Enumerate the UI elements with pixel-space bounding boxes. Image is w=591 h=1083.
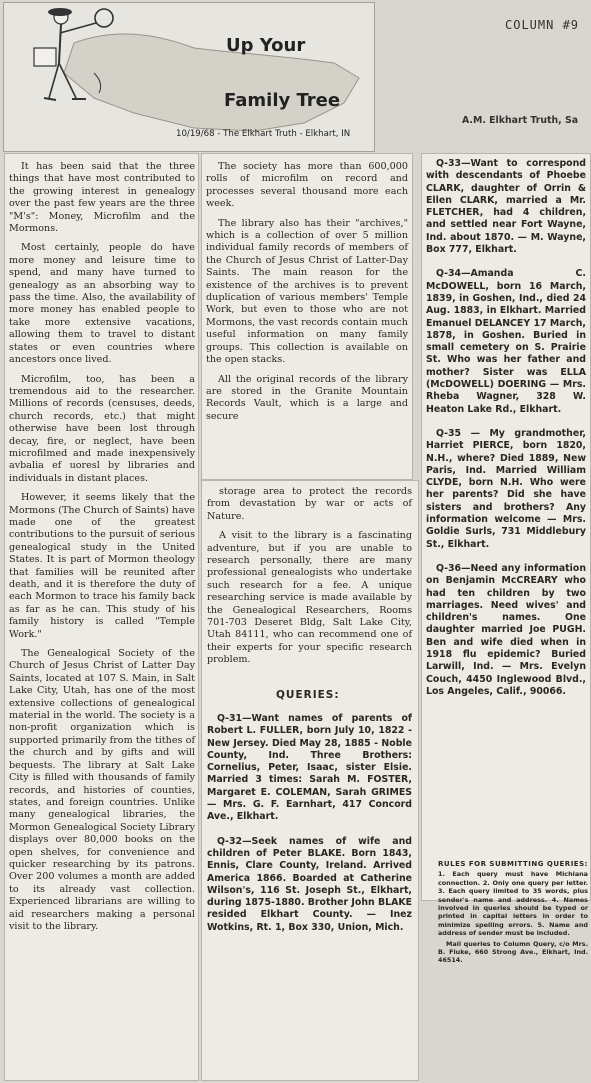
- column-3-queries: [426, 158, 586, 710]
- paragraph: A visit to the library is a fascinating adventure, but if you are unable to research personally, there are many professional genealogists who undertake such research for a fee. A unique researching service is made available by the Genealogical Researchers, Rooms 701-703 Deseret Bldg, Salt Lake City, Utah 84111, who can recommend one of their experts for your specific research problem.: [207, 530, 412, 666]
- query-item: Q-31—Want names of parents of Robert L. FULLER, born July 10, 1822 - New Jersey. Died May 28, 1885 - Noble County, Ind. Three Brothers: Cornelius, Peter, Isaac, sister Elsie. Married 3 times: Sarah M. FOSTER, Margaret E. COLEMAN, Sarah GRIMES — Mrs. G. F. Earnhart, 417 Concord Ave., Elkhart.: [207, 713, 412, 823]
- column-1: [9, 161, 195, 940]
- title-line-1: Up Your: [226, 35, 306, 56]
- query-item: Q-32—Seek names of wife and children of Peter BLAKE. Born 1843, Ennis, Clare County, Ireland. Arrived America 1866. Boarded at Catherine Wilson's, 116 St. Joseph St., Elkhart, during 1875-1880. Brother John BLAKE resided Elkhart County. — Inez Wotkins, Rt. 1, Box 330, Union, Mich.: [207, 835, 412, 933]
- query-item: Q-34—Amanda C. McDOWELL, born 16 March, 1839, in Goshen, Ind., died 24 Aug. 1883, in Elkhart. Married Emanuel DELANCEY 17 March, 1878, in Goshen. Buried in small cemetery on S. Prairie St. Who was her father and mother? Sister was ELLA (McDOWELL) DOERING — Mrs. Rheba Wagner, 328 W. Heaton Lake Rd., Elkhart.: [426, 268, 586, 415]
- query-item: Q-35 — My grandmother, Harriet PIERCE, born 1820, N.H., where? Died 1889, New Paris, Ind. Married William CLYDE, born N.H. Who were her parents? Did she have sisters and brothers? Any information welcome — Mrs. Goldie Surls, 731 Middlebury St., Elkhart.: [426, 427, 586, 550]
- query-item: Q-36—Need any information on Benjamin McCREARY who had ten children by two marriages. Need wives' and children's names. One daughter married Joe PUGH. Ben and wife died when in 1918 flu epidemic? Buried Larwill, Ind. — Mrs. Evelyn Couch, 4450 Inglewood Blvd., Los Angeles, Calif., 90066.: [426, 562, 586, 697]
- column-2-queries: [207, 713, 412, 946]
- dateline: 10/19/68 - The Elkhart Truth - Elkhart, IN: [176, 129, 351, 139]
- queries-heading: QUERIES:: [276, 689, 340, 701]
- paragraph: It has been said that the three things that have most contributed to the growing interest in genealogy over the past few years are the three "M's": Money, Microfilm and the Mormons.: [9, 161, 195, 235]
- paragraph: All the original records of the library are stored in the Granite Mountain Records Vault, which is a large and secure: [206, 373, 408, 422]
- column-header: [3, 2, 375, 152]
- submission-rules: [438, 860, 588, 965]
- rules-title: RULES FOR SUBMITTING QUERIES:: [438, 860, 588, 868]
- paragraph: However, it seems likely that the Mormons (The Church of Saints) have made one of the greatest contributions to the pursuit of serious genealogical study in the United States. It is part of Mormon theology that families will be reunited after death, and it is therefore the duty of each Mormon to trace his family back as far as he can. This study of his family history is called "Temple Work.": [9, 492, 195, 640]
- paragraph: The society has more than 600,000 rolls of microfilm on record and processes several thousand more each week.: [206, 161, 408, 210]
- paragraph: The Genealogical Society of the Church of Jesus Christ of Latter Day Saints, located at 107 S. Main, in Salt Lake City, Utah, has one of the most extensive collections of genealogical material in the world. The society is a non-profit organization which is supported primarily from the tithes of the church and by gifts and will bequests. The library at Salt Lake City is filled with thousands of family records, and histories of counties, states, and foreign countries. Unlike many genealogical libraries, the Mormon Genealogical Society Library displays over 80,000 books on the open shelves, for convenience and quicker researching by its patrons. Over 200 volumes a month are added to its already vast collection. Experienced librarians are willing to aid researchers making a personal visit to the library.: [9, 648, 195, 932]
- title-line-2: Family Tree: [224, 90, 341, 111]
- rules-mail: Mail queries to Column Query, c/o Mrs. B. Fluke, 660 Strong Ave., Elkhart, Ind. 46514.: [438, 939, 588, 965]
- rules-body: 1. Each query must have Michiana connection. 2. Only one query per letter. 3. Each query limited to 35 words, plus sender's name and address. 4. Names involved in queries should be typed or printed in capital letters in order to minimize spelling errors. 5. Name and address of sender must be included.: [438, 870, 588, 938]
- source-tag: A.M. Elkhart Truth, Sa: [462, 115, 579, 126]
- paragraph: Microfilm, too, has been a tremendous aid to the researcher. Millions of records (censuses, deeds, church records, etc.) that might otherwise have been lost through decay, fire, or neglect, have been microfilmed and made inexpensively avbalia ef uoresl by libraries and individuals in distant places.: [9, 373, 195, 484]
- column-number: COLUMN #9: [505, 18, 580, 32]
- column-2-top: [206, 161, 408, 430]
- paragraph: Most certainly, people do have more money and leisure time to spend, and many have turned to genealogy as an absorbing way to pass the time. Also, the availability of more money has enabled people to take more extensive vacations, allowing them to travel to distant states or even countries where ancestors once lived.: [9, 242, 195, 366]
- paragraph: storage area to protect the records from devastation by war or acts of Nature.: [207, 486, 412, 522]
- paragraph: The library also has their "archives," which is a collection of over 5 million individual family records of members of the Church of Jesus Christ of Latter-Day Saints. The main reason for the existence of the archives is to prevent duplication of various members' Temple Work, but even to those who are not Mormons, the vast records contain much useful information on many family groups. This collection is available on the open stacks.: [206, 217, 408, 366]
- query-item: Q-33—Want to correspond with descendants of Phoebe CLARK, daughter of Orrin & Ellen CLARK, married a Mr. FLETCHER, had 4 children, and settled near Fort Wayne, Ind. about 1870. — M. Wayne, Box 777, Elkhart.: [426, 158, 586, 256]
- column-2-bottom: [207, 486, 412, 674]
